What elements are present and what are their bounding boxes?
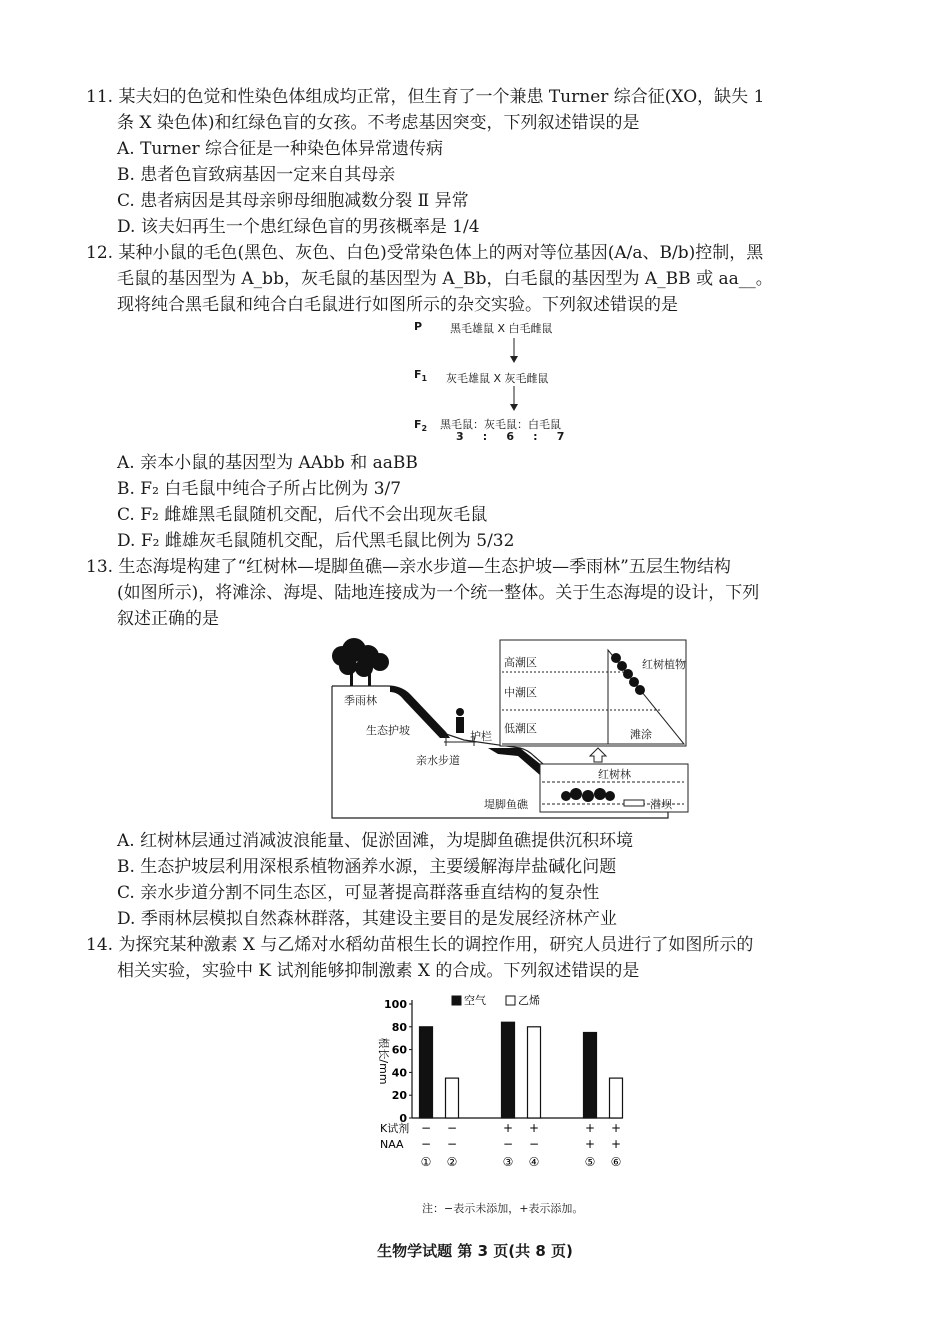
row-naa-value: + <box>584 1137 596 1151</box>
label-walkway: 亲水步道 <box>416 754 460 767</box>
category-label: ③ <box>502 1155 514 1169</box>
y-tick-label: 100 <box>384 998 407 1011</box>
category-label: ⑥ <box>610 1155 622 1169</box>
y-axis-label: 根长/mm <box>377 1037 390 1085</box>
q13-option-a: A. 红树林层通过消减波浪能量、促淤固滩，为堤脚鱼礁提供沉积环境 <box>117 831 634 851</box>
legend-air-label: 空气 <box>464 994 486 1007</box>
q12-option-c: C. F₂ 雌雄黑毛鼠随机交配，后代不会出现灰毛鼠 <box>117 505 488 525</box>
y-tick-label: 0 <box>399 1112 407 1125</box>
label-low-tide: 低潮区 <box>504 722 537 735</box>
category-label: ⑤ <box>584 1155 596 1169</box>
row-k-label: K试剂 <box>380 1122 410 1135</box>
q11-option-c: C. 患者病因是其母亲卵母细胞减数分裂 Ⅱ 异常 <box>117 191 469 211</box>
root-length-chart <box>356 990 636 1220</box>
label-eco-slope: 生态护坡 <box>366 724 410 737</box>
row-naa-value: + <box>610 1137 622 1151</box>
f2-label: $F_2$ <box>414 418 428 434</box>
q12-option-a: A. 亲本小鼠的基因型为 AAbb 和 aaBB <box>117 453 418 473</box>
category-label: ② <box>446 1155 458 1169</box>
q11-stem-line1: 11. 某夫妇的色觉和性染色体组成均正常，但生育了一个兼患 Turner 综合征(XO，缺失 1 <box>86 87 765 107</box>
q12-stem-line3: 现将纯合黑毛鼠和纯合白毛鼠进行如图所示的杂交实验。下列叙述错误的是 <box>117 295 678 315</box>
bar-1 <box>420 1027 433 1118</box>
q11-option-a: A. Turner 综合征是一种染色体异常遗传病 <box>117 139 444 159</box>
q11-option-d: D. 该夫妇再生一个患红绿色盲的男孩概率是 1/4 <box>117 217 480 237</box>
row-naa-value: − <box>420 1137 432 1151</box>
y-tick-label: 80 <box>391 1020 407 1034</box>
f2-phenotypes: 黑毛鼠：灰毛鼠：白毛鼠 <box>440 418 561 431</box>
chart-note: 注：−表示未添加，+表示添加。 <box>422 1202 584 1215</box>
q14-stem-line2: 相关实验，实验中 K 试剂能够抑制激素 X 的合成。下列叙述错误的是 <box>117 961 640 981</box>
label-reef: 堤脚鱼礁 <box>484 798 528 811</box>
bar-2 <box>446 1078 459 1118</box>
label-high-tide: 高潮区 <box>504 656 537 669</box>
q12-option-d: D. F₂ 雌雄灰毛鼠随机交配，后代黑毛鼠比例为 5/32 <box>117 531 515 551</box>
q12-stem-line1: 12. 某种小鼠的毛色(黑色、灰色、白色)受常染色体上的两对等位基因(A/a、B/b)控制，黑 <box>86 243 764 263</box>
label-dam: 潜坝 <box>650 798 672 811</box>
row-naa-value: − <box>502 1137 514 1151</box>
q13-stem-line3: 叙述正确的是 <box>117 609 219 629</box>
p-cross-text: 黑毛雄鼠 X 白毛雌鼠 <box>450 322 553 335</box>
q11-stem-line2: 条 X 染色体)和红绿色盲的女孩。不考虑基因突变，下列叙述错误的是 <box>117 113 640 133</box>
y-tick-label: 40 <box>391 1066 407 1080</box>
legend-air-swatch <box>452 996 461 1005</box>
f1-cross-text: 灰毛雄鼠 X 灰毛雌鼠 <box>446 372 549 385</box>
bar-3 <box>502 1022 515 1118</box>
y-tick-label: 20 <box>391 1089 407 1103</box>
label-monsoon-forest: 季雨林 <box>344 694 377 707</box>
row-k-value: + <box>610 1121 622 1135</box>
y-tick-label: 60 <box>391 1043 407 1057</box>
row-naa-value: − <box>446 1137 458 1151</box>
label-mangrove-plants: 红树植物 <box>642 658 686 671</box>
page-footer: 生物学试题 第 3 页(共 8 页) <box>377 1242 573 1260</box>
q14-stem-line1: 14. 为探究某种激素 X 与乙烯对水稻幼苗根生长的调控作用，研究人员进行了如图所示的 <box>86 935 754 955</box>
monsoon-trees <box>332 638 389 686</box>
row-k-value: − <box>446 1121 458 1135</box>
bar-4 <box>528 1027 541 1118</box>
row-k-value: + <box>502 1121 514 1135</box>
row-k-value: + <box>528 1121 540 1135</box>
p-label: P <box>414 320 423 333</box>
category-label: ④ <box>528 1155 540 1169</box>
q12-stem-line2: 毛鼠的基因型为 A_bb，灰毛鼠的基因型为 A_Bb，白毛鼠的基因型为 A_BB 或 aa__。 <box>117 269 773 289</box>
legend-ethylene-swatch <box>506 996 515 1005</box>
bar-5 <box>584 1033 597 1119</box>
row-naa-value: − <box>528 1137 540 1151</box>
row-naa-label: NAA <box>380 1138 404 1151</box>
q11-option-b: B. 患者色盲致病基因一定来自其母亲 <box>117 165 396 185</box>
sea-dike-diagram <box>328 636 690 820</box>
q13-option-d: D. 季雨林层模拟自然森林群落，其建设主要目的是发展经济林产业 <box>117 909 617 929</box>
q12-cross-diagram <box>410 318 620 448</box>
label-tidal-flat: 滩涂 <box>630 728 652 741</box>
chart-svg <box>356 990 636 1220</box>
label-mangrove-forest: 红树林 <box>598 768 631 781</box>
q13-option-b: B. 生态护坡层利用深根系植物涵养水源，主要缓解海岸盐碱化问题 <box>117 857 617 877</box>
q13-option-c: C. 亲水步道分割不同生态区，可显著提高群落垂直结构的复杂性 <box>117 883 600 903</box>
f2-ratio: 3 : 6 : 7 <box>456 430 565 443</box>
row-k-value: + <box>584 1121 596 1135</box>
person-figure <box>456 708 464 733</box>
label-railing: 护栏 <box>470 730 492 743</box>
row-k-value: − <box>420 1121 432 1135</box>
q13-stem-line1: 13. 生态海堤构建了“红树林—堤脚鱼礁—亲水步道—生态护坡—季雨林”五层生物结构 <box>86 557 731 577</box>
legend-ethylene-label: 乙烯 <box>518 994 540 1007</box>
bar-6 <box>610 1078 623 1118</box>
f1-label: $F_1$ <box>414 368 428 384</box>
category-label: ① <box>420 1155 432 1169</box>
label-mid-tide: 中潮区 <box>504 686 537 699</box>
q13-stem-line2: (如图所示)，将滩涂、海堤、陆地连接成为一个统一整体。关于生态海堤的设计，下列 <box>117 583 760 603</box>
q12-option-b: B. F₂ 白毛鼠中纯合子所占比例为 3/7 <box>117 479 402 499</box>
